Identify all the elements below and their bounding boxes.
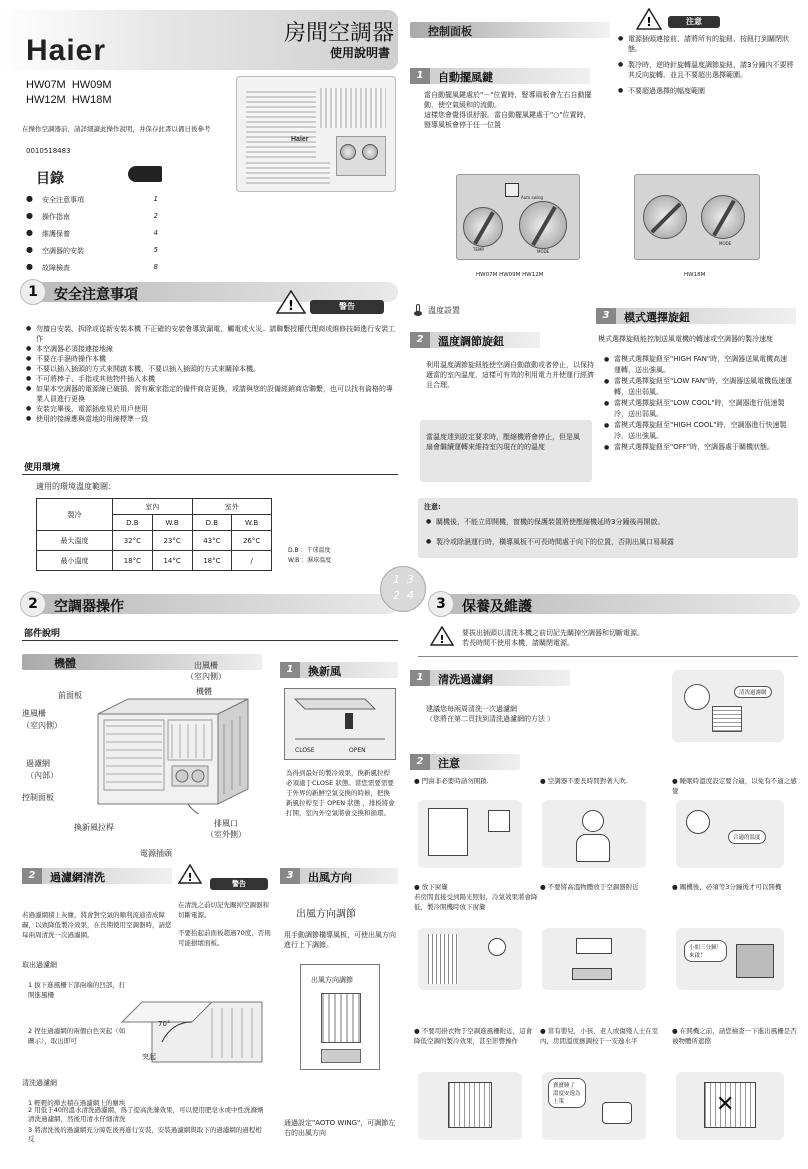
env-table bbox=[36, 498, 272, 571]
filter-bar bbox=[22, 868, 172, 884]
mode-knob-large[interactable] bbox=[701, 195, 745, 239]
temp-number: 2 bbox=[410, 332, 430, 348]
section-3-title: 保養及維護 bbox=[462, 599, 532, 615]
filter-title: 過濾網清洗 bbox=[50, 871, 105, 884]
control-panel-bar bbox=[410, 22, 610, 38]
model-hw07m: HW07M bbox=[26, 79, 66, 91]
fresh-air-number: 1 bbox=[280, 662, 300, 678]
tip-r2-2: ● 關機後、必須等3分鐘後才可以開機 bbox=[672, 883, 782, 891]
mode-knob[interactable] bbox=[519, 201, 567, 249]
warning-badge: 警告 bbox=[310, 300, 384, 314]
env-cell: 32°C bbox=[113, 531, 153, 551]
env-cell: 18°C bbox=[192, 551, 232, 571]
ac-unit-illustration bbox=[236, 76, 396, 192]
clean-title: 清洗過濾網 bbox=[438, 673, 493, 686]
callout-outlet: 出風柵 （室內側） bbox=[186, 661, 226, 681]
temp-knob[interactable] bbox=[463, 207, 503, 247]
safety-item: ● 不要在手濕時操作本機 bbox=[26, 354, 398, 364]
wait-bubble: 小朋三分鐘！ 來啟！ bbox=[684, 940, 727, 962]
clean-bubble: 清洗過濾網 bbox=[734, 686, 772, 698]
baby-illustration bbox=[542, 1072, 646, 1140]
cold-person-illustration bbox=[542, 800, 646, 868]
toc-item[interactable]: ● 空調器的安裝 5 bbox=[26, 245, 158, 255]
notes-title: 注意 bbox=[438, 757, 460, 770]
swing-title: 自動擺風鍵 bbox=[438, 71, 493, 84]
control-panel-large bbox=[634, 174, 760, 260]
caution-badge: 注意 bbox=[668, 16, 720, 28]
env-row-header: 製冷 bbox=[37, 499, 113, 531]
temp-title: 溫度調節旋鈕 bbox=[438, 335, 504, 348]
mode-item: ● 當模式選擇旋鈕至"HIGH COOL"時，空調器進行快速製冷，送出強風。 bbox=[604, 420, 794, 442]
callout-front-panel: 前面板 bbox=[58, 691, 82, 700]
mode-item: ● 當模式選擇旋鈕至"OFF"時，空調器處于關機狀態。 bbox=[604, 442, 794, 453]
env-row-label: 最小溫度 bbox=[37, 551, 113, 571]
tip-r3-2: ● 在開機之前，請您檢查一下進出風柵是否被物體所遮擋 bbox=[672, 1027, 797, 1045]
fresh-air-bar bbox=[280, 662, 398, 678]
caution-item: ● 製冷時，逆時針旋轉溫度調節旋鈕，請3分鐘內不要將其反向旋轉，並且不要超出選擇範圍。 bbox=[618, 60, 794, 80]
sec3-warning: 要拔出插頭以清洗本機之前切記先關掉空調器和切斷電源。 若長時間不使用本機，請關閉電源。 bbox=[462, 629, 644, 647]
doc-title: 房間空調器 bbox=[284, 21, 395, 46]
filter-number: 2 bbox=[22, 868, 42, 884]
clothes-illustration bbox=[418, 1072, 522, 1140]
env-cell: 14°C bbox=[152, 551, 192, 571]
tip-r3-1: ● 當有嬰兒，小孩、老人或傷殘人士在室內，房間溫度應調校于一安逸水平 bbox=[540, 1027, 659, 1045]
legend-wb: W.B ：濕球溫度 bbox=[288, 557, 332, 564]
callout-inlet: 進風柵 （室內側） bbox=[22, 709, 62, 730]
mode-intro: 模式選擇旋鈕能控制送風電機的轉速或空調器的製冷速度 bbox=[598, 335, 773, 343]
section-2-number: 2 bbox=[20, 591, 46, 617]
safety-item: ● 本空調器必須接連接地線 bbox=[26, 344, 398, 354]
pointing-hand-icon bbox=[128, 166, 162, 182]
mode-label: MODE bbox=[537, 249, 550, 254]
note-head: 注意: bbox=[424, 503, 441, 511]
safety-item: ● 不可將棒子、手指或其他物件插入本機 bbox=[26, 374, 398, 384]
clean-text: 建議您每兩周清洗一次過濾網 （您將在第二頁找到清洗過濾網的方法 ） bbox=[426, 705, 555, 723]
toc-list bbox=[26, 194, 158, 279]
svg-text:!: ! bbox=[187, 871, 193, 884]
close-label: CLOSE bbox=[295, 747, 315, 754]
temp-note: 當溫度達到設定要求時，壓縮機將會停止，但是風扇會繼續運轉來維持室內現在的的溫度 bbox=[426, 433, 580, 451]
temp-setting-label: 溫度設置 bbox=[428, 306, 460, 315]
swing-text: 當自動擺風鍵處於"－"位置時，豎導風板會左右自動擺動，使空氣緩和的流動。 這樣您會覺得很舒服。當自動擺風鍵處于"○"位置時，豎導風板會停于任一位置 bbox=[424, 91, 592, 129]
warning-triangle-icon bbox=[276, 290, 306, 314]
mode-list bbox=[604, 354, 794, 453]
env-cell: 23°C bbox=[152, 531, 192, 551]
warning-triangle-icon bbox=[178, 864, 202, 884]
open-label: OPEN bbox=[349, 747, 366, 754]
doc-code: 0010518483 bbox=[26, 147, 71, 155]
safety-list bbox=[26, 324, 398, 424]
tip-r2-0: ● 放下窗簾 若房間直接受到陽光照射，冷氣效果將會降低，製冷開機時放下窗簾 bbox=[414, 883, 538, 911]
env-heading-rule bbox=[22, 474, 398, 475]
window-illustration bbox=[418, 800, 522, 868]
thermometer-icon bbox=[414, 304, 422, 316]
safety-item: ● 勿擅自安裝、拆除或從新安裝本機 不正確的安裝會導致漏電、觸電或火災。請聯繫授權代理商或維修技師進行安裝工作 bbox=[26, 324, 398, 344]
svg-text:!: ! bbox=[439, 633, 445, 646]
section-1-bar bbox=[22, 282, 398, 302]
parts-heading-rule bbox=[22, 640, 398, 641]
caution-item: ● 不要超過選擇的幅度範圍 bbox=[618, 86, 794, 96]
blocked-vent-illustration bbox=[676, 1072, 784, 1140]
swing-bar bbox=[410, 68, 590, 84]
callout-filter: 過濾網 （內部） bbox=[26, 759, 58, 780]
env-sub: D.B bbox=[192, 515, 232, 531]
safety-item: ● 使用的接線應與當地的用線標準一致 bbox=[26, 414, 398, 424]
heat-source-illustration bbox=[542, 928, 646, 990]
ac-body-diagram bbox=[88, 694, 258, 814]
tip-r1-2: ● 睡眠時溫度設定要合適，以免有不適之感覺 bbox=[672, 777, 797, 795]
note-item: ● 關機後，不能立即開機，窗機的保護裝置將使壓縮機延時3分鐘後再開啟。 bbox=[426, 514, 794, 530]
env-cell: / bbox=[232, 551, 272, 571]
model-list bbox=[26, 78, 136, 108]
panel-large-model: HW18M bbox=[684, 272, 706, 278]
section-3-bar bbox=[430, 594, 800, 614]
airflow-text: 用手動調節橫導風板，可使出風方向進行上下調節。 bbox=[284, 931, 396, 949]
airflow-bar bbox=[280, 868, 398, 884]
env-cell: 26°C bbox=[232, 531, 272, 551]
clean-filter-bar bbox=[410, 670, 570, 686]
tip-r1-1: ● 空調器不要長時間對著人吹. bbox=[540, 777, 628, 785]
temp-bubble: 合適的溫度 bbox=[728, 830, 766, 844]
env-cell: 18°C bbox=[113, 551, 153, 571]
mode-title: 模式選擇旋鈕 bbox=[624, 311, 690, 324]
callout-lever: 換新風拉桿 bbox=[74, 823, 114, 832]
prohibited-icon: ✕ bbox=[716, 1092, 735, 1117]
section-2-bar bbox=[22, 594, 398, 614]
mode-number: 3 bbox=[596, 308, 616, 324]
env-legend bbox=[288, 546, 331, 566]
brand-logo: Haier bbox=[26, 34, 107, 67]
fresh-air-text: 為得到最好的製冷效果，換新風拉桿必須處于CLOSE 狀態。當您需要需要于外界的新鮮空氣交換的時候，把換新風拉桿至于 OPEN 狀態 ，排板將會打開，室內外空氣將會交換和循環。 bbox=[286, 769, 395, 817]
angle-label: 70° bbox=[158, 1020, 171, 1028]
env-sub: D.B bbox=[113, 515, 153, 531]
callout-control-panel: 控制面板 bbox=[22, 793, 54, 802]
wait-3min-illustration bbox=[676, 928, 784, 990]
tip-r3-0: ● 不要用掛衣物于空調進風柵附近，這會降低空調的製冷效果，甚至影響操作 bbox=[414, 1027, 533, 1045]
panel-small-models: HW07M HW09M HW12M bbox=[476, 272, 544, 278]
mode-item: ● 當模式選擇旋鈕至"HIGH FAN"時，空調器送風電機高速運轉，送出強風。 bbox=[604, 354, 794, 376]
temp-text: 利用溫度調節旋鈕能使空調自動啟動或者停止，以保持適當的室內溫度，這樣可有效的利用電力并使運行經濟且合理。 bbox=[426, 361, 594, 389]
control-panel-title: 控制面板 bbox=[428, 25, 472, 38]
warning-triangle-icon bbox=[430, 626, 454, 646]
caution-list bbox=[618, 34, 794, 96]
callout-vent: 排風口 （室外側） bbox=[206, 819, 246, 839]
note-item: ● 製冷或除濕運行時，橫導風板不可長時間處于向下的位置，否則出風口易凝露 bbox=[426, 534, 794, 550]
toc-title: 目錄 bbox=[36, 171, 64, 187]
filter-removal-diagram bbox=[112, 982, 272, 1066]
safety-item: ● 如果本空調器的電源線已破損，需有廠家指定的備件商店更換，或請與您的設備經銷商店聯繫，也可以找有資格的專業人員進行更換 bbox=[26, 384, 398, 404]
filter-intro: 若過濾網積上灰塵，將會對空氣的順利流通造成障礙，以致降低製冷效果，在長期使用空調器時，請您每兩周清洗一次過濾網。 bbox=[22, 911, 172, 939]
control-panel-small bbox=[456, 174, 580, 260]
model-hw18m: HW18M bbox=[71, 94, 112, 106]
unit-logo: Haier bbox=[291, 136, 309, 143]
mode-item: ● 當模式選擇旋鈕至"LOW COOL"時，空調器進行低速製冷，送出弱風。 bbox=[604, 398, 794, 420]
caution-item: ● 電源插頭連接前，請將所有的旋鈕、按鈕打到關閉狀態。 bbox=[618, 34, 794, 54]
airflow-figure bbox=[300, 964, 380, 1070]
sec3-rule bbox=[418, 656, 798, 657]
body-label: 機體 bbox=[54, 657, 76, 670]
filter-clean-3: 3 將清洗後的過濾網充分晾乾後再進行安裝，安裝過濾網與取下的過濾網的過程相反 bbox=[28, 1126, 262, 1143]
filter-step-1: 1 拔下進風柵下部兩端的凹部，打開進風柵 bbox=[28, 981, 126, 999]
toc-item[interactable]: ● 維護保養 4 bbox=[26, 228, 158, 238]
toc-item[interactable]: ● 操作指南 2 bbox=[26, 211, 158, 221]
airflow-foot: 通過設定"AOTO WING"，可調節左右的出風方向 bbox=[284, 1119, 396, 1137]
filter-step-2: 2 捏住過濾網的兩個白色突起（如圖示），取出即可 bbox=[28, 1027, 126, 1045]
env-group-indoor: 室內 bbox=[113, 499, 193, 515]
filter-take-out: 取出過濾網 bbox=[22, 961, 57, 969]
airflow-title: 出風方向 bbox=[308, 871, 352, 884]
section-3-number: 3 bbox=[428, 591, 454, 617]
env-sub: W.B bbox=[152, 515, 192, 531]
notes-bar bbox=[410, 754, 520, 770]
section-1-number: 1 bbox=[20, 279, 46, 305]
sleep-temp-illustration bbox=[676, 800, 784, 868]
curtain-illustration bbox=[418, 928, 522, 990]
temp-label: TEMP. bbox=[473, 247, 485, 252]
model-hw09m: HW09M bbox=[71, 79, 112, 91]
mode-item: ● 當模式選擇旋鈕至"LOW FAN"時，空調器送風電機低速運轉，送出弱風。 bbox=[604, 376, 794, 398]
filter-warning-badge: 警告 bbox=[210, 878, 268, 890]
section-2-title: 空調器操作 bbox=[54, 599, 124, 615]
filter-warn-1: 在清洗之前切記先關掉空調器和切斷電源。 bbox=[178, 901, 269, 919]
temp-knob-bar bbox=[410, 332, 540, 348]
tip-r1-0: ● 門窗非必要時請勿開啟. bbox=[414, 777, 489, 785]
doc-subtitle: 使用說明書 bbox=[330, 46, 391, 60]
tab-label: 突起 bbox=[142, 1053, 156, 1061]
mode-label-large: MODE bbox=[719, 241, 732, 246]
tip-r2-1: ● 不要將高溫物體放于空調器附近 bbox=[540, 883, 639, 891]
safety-item: ● 安裝完畢後，電源插座易於用戶使用 bbox=[26, 404, 398, 414]
baby-bubble: 寶寶睡了 溫度安逸為 上策 bbox=[548, 1078, 586, 1108]
warning-triangle-icon bbox=[636, 8, 662, 30]
fresh-air-lever-figure bbox=[284, 688, 396, 760]
svg-text:!: ! bbox=[646, 15, 652, 29]
callout-body: 機體 bbox=[196, 687, 212, 696]
callout-plug: 電源插頭 bbox=[140, 849, 172, 858]
legend-db: D.B ：干球溫度 bbox=[288, 547, 331, 554]
env-group-outdoor: 室外 bbox=[192, 499, 272, 515]
env-sub: W.B bbox=[232, 515, 272, 531]
airflow-heading: 出風方向調節 bbox=[296, 909, 356, 920]
env-heading: 使用環境 bbox=[24, 463, 61, 473]
toc-item[interactable]: ● 安全注意事項 1 bbox=[26, 194, 158, 204]
toc-item[interactable]: ● 故障檢查 8 bbox=[26, 262, 158, 272]
filter-warn-2: 不要拾起前面板超過70度，否則可能損壞面板。 bbox=[178, 929, 271, 947]
note-list bbox=[426, 514, 794, 550]
clean-number: 1 bbox=[410, 670, 430, 686]
safety-item: ● 不要以插入插頭的方式來開啟本機，不要以插入插頭的方式來關掉本機。 bbox=[26, 364, 398, 374]
svg-text:!: ! bbox=[288, 299, 294, 314]
model-hw12m: HW12M bbox=[26, 94, 66, 106]
swing-number: 1 bbox=[410, 68, 430, 84]
page-badge: 1 3 2 4 bbox=[380, 566, 426, 612]
env-row-label: 最大溫度 bbox=[37, 531, 113, 551]
filter-clean-1: 1 輕輕的撣去積在過濾網上的塵埃 bbox=[28, 1099, 126, 1107]
preface: 在操作空調器前，請詳細讀此操作說明，并保存此書以備日後參考 bbox=[22, 125, 211, 133]
body-label-bar bbox=[22, 654, 262, 670]
section-1-title: 安全注意事項 bbox=[54, 287, 138, 303]
env-intro: 適用的環境溫度範圍： bbox=[36, 482, 116, 491]
filter-clean: 清洗過濾網 bbox=[22, 1079, 57, 1087]
filter-clean-2: 2 用低于40的溫水清洗過濾網，爲了提高洗滌效果，可以使用肥皂水或中性洗滌劑清洗過濾網，然後用清水仔細清洗 bbox=[28, 1106, 264, 1123]
airflow-number: 3 bbox=[280, 868, 300, 884]
parts-heading: 部件說明 bbox=[24, 629, 61, 639]
fresh-air-title: 換新風 bbox=[308, 665, 341, 678]
env-cell: 43°C bbox=[192, 531, 232, 551]
airflow-figure-label: 出風方向調節 bbox=[311, 976, 353, 984]
auto-swing-label: Auto swing bbox=[521, 195, 544, 200]
notes-number: 2 bbox=[410, 754, 430, 770]
mode-knob-bar bbox=[596, 308, 796, 324]
temp-knob-large[interactable] bbox=[643, 195, 687, 239]
clean-illustration bbox=[672, 670, 784, 742]
